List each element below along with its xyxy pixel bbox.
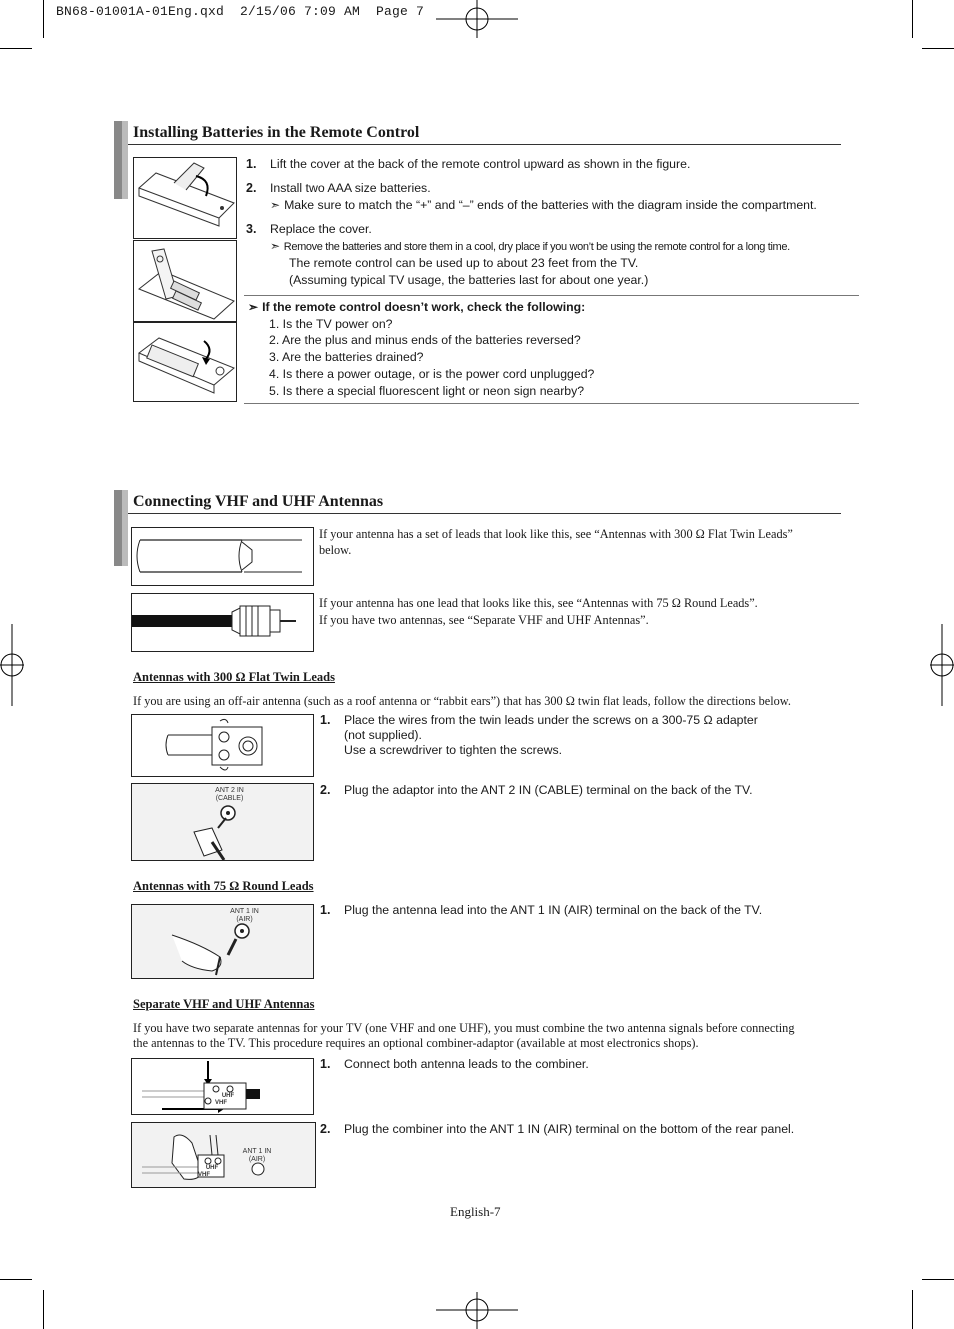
page-number: English-7 bbox=[450, 1204, 501, 1219]
step-number: 2. bbox=[320, 783, 331, 797]
remote-close-cover-icon bbox=[134, 323, 236, 401]
uhf-label: UHF bbox=[221, 1093, 235, 1099]
combiner-plug-icon bbox=[132, 1123, 315, 1187]
print-slug: BN68-01001A-01Eng.qxd 2/15/06 7:09 AM Page 7 bbox=[56, 4, 425, 19]
crop-mark bbox=[0, 1279, 32, 1280]
ant1-combiner-label: ANT 1 IN bbox=[242, 1148, 272, 1155]
separate-intro-line2: the antennas to the TV. This procedure requires an optional combiner-adaptor (available at most electronics shops). bbox=[133, 1036, 699, 1050]
troubleshoot-item: 2. Are the plus and minus ends of the batteries reversed? bbox=[269, 333, 581, 347]
section-rule bbox=[128, 144, 841, 145]
vhf-label: VHF bbox=[215, 1100, 227, 1106]
flat-twin-lead-figure bbox=[131, 527, 314, 586]
round-lead-figure bbox=[131, 593, 314, 652]
step-text: Plug the adaptor into the ANT 2 IN (CABLE) terminal on the back of the TV. bbox=[344, 783, 753, 797]
crop-mark bbox=[43, 1290, 44, 1329]
flat-leads-intro: If you are using an off-air antenna (such as a roof antenna or “rabbit ears”) that has 300 Ω twin flat leads, follow the directions below. bbox=[133, 694, 791, 708]
hand-plug-icon bbox=[132, 905, 313, 978]
intro-round-line1: If your antenna has one lead that looks like this, see “Antennas with 75 Ω Round Leads”. bbox=[319, 596, 758, 610]
crop-mark bbox=[0, 48, 32, 49]
registration-mark-icon bbox=[436, 0, 518, 38]
section-marker bbox=[122, 490, 128, 566]
troubleshoot-title: If the remote control doesn’t work, check the following: bbox=[262, 300, 586, 314]
step-number: 1. bbox=[320, 903, 331, 917]
intro-round-line2: If you have two antennas, see “Separate VHF and UHF Antennas”. bbox=[319, 613, 649, 627]
ant2-cable-figure bbox=[131, 783, 314, 861]
crop-mark bbox=[922, 48, 954, 49]
adapter-screws-icon bbox=[132, 715, 313, 776]
subheading-round-leads: Antennas with 75 Ω Round Leads bbox=[133, 879, 314, 893]
step-text: Plug the antenna lead into the ANT 1 IN (AIR) terminal on the back of the TV. bbox=[344, 903, 763, 917]
battery-step-3-note bbox=[270, 238, 790, 256]
note-arrow-icon: ➣ bbox=[270, 239, 280, 253]
section-title-antennas: Connecting VHF and UHF Antennas bbox=[133, 493, 384, 510]
crop-mark bbox=[922, 1279, 954, 1280]
step-text: Lift the cover at the back of the remote control upward as shown in the figure. bbox=[270, 157, 691, 171]
battery-step-2-note bbox=[270, 197, 817, 214]
step-text: Replace the cover. bbox=[270, 222, 372, 236]
ant2-label: ANT 2 IN bbox=[215, 787, 244, 794]
adapter-screws-figure bbox=[131, 714, 314, 777]
registration-mark-icon bbox=[0, 624, 24, 706]
separate-intro-line1: If you have two separate antennas for your TV (one VHF and one UHF), you must combine the two antenna signals before connecting bbox=[133, 1021, 795, 1035]
section-marker bbox=[114, 121, 122, 199]
registration-mark-icon bbox=[930, 624, 954, 706]
ant1-air-figure bbox=[131, 904, 314, 979]
flat-step-1-line3: Use a screwdriver to tighten the screws. bbox=[344, 743, 563, 757]
step-number: 1. bbox=[246, 157, 257, 171]
section-marker bbox=[122, 121, 128, 199]
step-number: 3. bbox=[246, 222, 257, 236]
ant2-plug-icon bbox=[132, 784, 313, 860]
round-lead-icon bbox=[132, 594, 313, 651]
divider bbox=[244, 295, 859, 296]
step-number: 2. bbox=[320, 1122, 331, 1136]
remote-insert-batteries-figure bbox=[133, 240, 237, 322]
troubleshoot-heading bbox=[248, 299, 585, 316]
intro-flat-line1: If your antenna has a set of leads that look like this, see “Antennas with 300 Ω Flat Twin Leads” bbox=[319, 527, 793, 541]
step-number: 2. bbox=[246, 181, 257, 195]
remote-close-cover-figure bbox=[133, 322, 237, 402]
ant1-label-sub: (AIR) bbox=[236, 916, 253, 923]
subheading-separate-antennas: Separate VHF and UHF Antennas bbox=[133, 997, 315, 1011]
crop-mark bbox=[43, 0, 44, 38]
registration-mark-icon bbox=[436, 1292, 518, 1329]
flat-step-1-line2: (not supplied). bbox=[344, 728, 422, 742]
intro-flat-line2: below. bbox=[319, 543, 352, 557]
step-number: 1. bbox=[320, 713, 331, 727]
step-text: Place the wires from the twin leads under the screws on a 300-75 Ω adapter bbox=[344, 713, 758, 727]
remote-open-cover-icon bbox=[134, 158, 236, 238]
troubleshoot-item: 3. Are the batteries drained? bbox=[269, 350, 424, 364]
crop-mark bbox=[912, 0, 913, 38]
remote-batteries-icon bbox=[134, 241, 236, 321]
ant1-label: ANT 1 IN bbox=[230, 908, 259, 915]
battery-step-3-note-line2: The remote control can be used up to about 23 feet from the TV. bbox=[289, 256, 639, 270]
combiner-figure bbox=[131, 1058, 314, 1115]
flat-twin-lead-icon bbox=[132, 528, 313, 585]
note-text: Remove the batteries and store them in a cool, dry place if you won’t be using the remote control for a long time. bbox=[283, 241, 790, 253]
section-title-batteries: Installing Batteries in the Remote Control bbox=[133, 124, 420, 141]
note-arrow-icon: ➣ bbox=[248, 300, 259, 314]
crop-mark bbox=[912, 1290, 913, 1329]
step-text: Install two AAA size batteries. bbox=[270, 181, 431, 195]
troubleshoot-item: 5. Is there a special fluorescent light or neon sign nearby? bbox=[269, 384, 585, 398]
section-rule bbox=[128, 513, 841, 514]
step-number: 1. bbox=[320, 1057, 331, 1071]
troubleshoot-item: 1. Is the TV power on? bbox=[269, 317, 393, 331]
troubleshoot-item: 4. Is there a power outage, or is the power cord unplugged? bbox=[269, 367, 595, 381]
battery-step-3-note-line3: (Assuming typical TV usage, the batteries last for about one year.) bbox=[289, 273, 649, 287]
divider bbox=[244, 403, 859, 404]
step-text: Connect both antenna leads to the combiner. bbox=[344, 1057, 589, 1071]
note-text: Make sure to match the “+” and “–” ends of the batteries with the diagram inside the compartment. bbox=[284, 198, 817, 212]
note-arrow-icon: ➣ bbox=[270, 198, 281, 212]
ant1-combiner-label-sub: (AIR) bbox=[248, 1156, 266, 1163]
ant2-label-sub: (CABLE) bbox=[215, 795, 244, 802]
step-text: Plug the combiner into the ANT 1 IN (AIR) terminal on the bottom of the rear panel. bbox=[344, 1122, 795, 1136]
subheading-flat-leads: Antennas with 300 Ω Flat Twin Leads bbox=[133, 670, 335, 684]
combiner-ant1-figure bbox=[131, 1122, 316, 1188]
vhf-label: VHF bbox=[198, 1172, 210, 1178]
uhf-label: UHF bbox=[205, 1165, 219, 1171]
section-marker bbox=[114, 490, 122, 566]
remote-open-cover-figure bbox=[133, 157, 237, 239]
